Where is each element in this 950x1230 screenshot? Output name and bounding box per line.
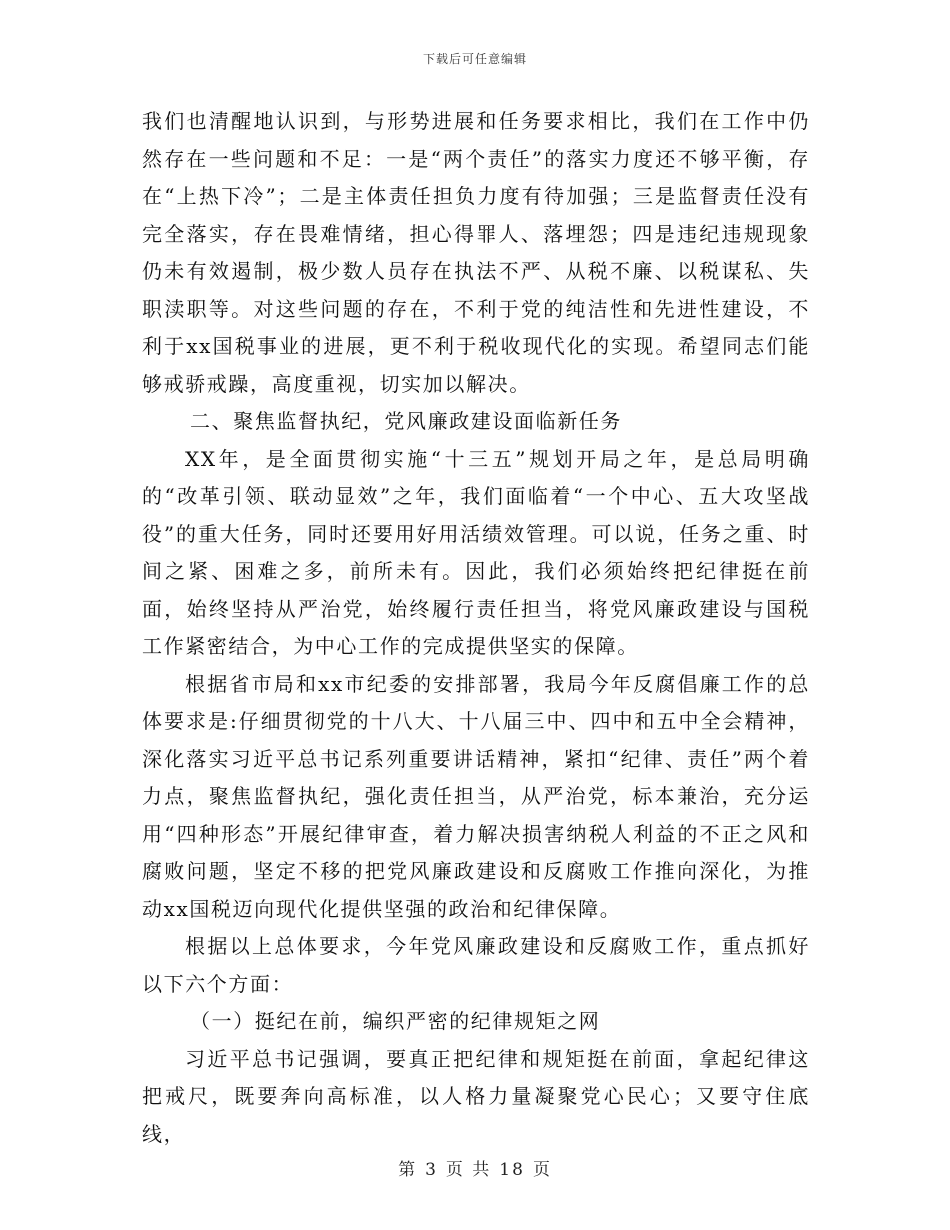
current-page-number: 3 — [425, 1160, 438, 1180]
subsection-heading-1: （一）挺纪在前，编织严密的纪律规矩之网 — [190, 1009, 601, 1033]
document-body — [142, 103, 810, 1153]
paragraph-tasks: XX年，是全面贯彻实施“十三五”规划开局之年，是总局明确的“改革引领、联动显效”之年，我们面临着“一个中心、五大攻坚战役”的重大任务，同时还要用好用活绩效管理。可以说，任务之重、时间之紧、困难之多，前所未有。因此，我们必须始终把纪律挺在前面，始终坚持从严治党，始终履行责任担当，将党风廉政建设与国税工作紧密结合，为中心工作的完成提供坚实的保障。 — [142, 446, 810, 658]
page-header: 下载后可任意编辑 — [422, 52, 527, 66]
footer-suffix: 页 — [532, 1160, 552, 1180]
footer-prefix: 第 — [398, 1160, 418, 1180]
total-page-count: 18 — [499, 1160, 525, 1180]
paragraph-problems: 我们也清醒地认识到，与形势进展和任务要求相比，我们在工作中仍然存在一些问题和不足：一是“两个责任”的落实力度还不够平衡，存在“上热下冷”；二是主体责任担负力度有待加强；三是监督责任没有完全落实，存在畏难情绪，担心得罪人、落埋怨；四是违纪违规现象仍未有效遏制，极少数人员存在执法不严、从税不廉、以税谋私、失职渎职等。对这些问题的存在，不利于党的纯洁性和先进性建设，不利于xx国税事业的进展，更不利于税收现代化的实现。希望同志们能够戒骄戒躁，高度重视，切实加以解决。 — [142, 109, 810, 396]
paragraph-requirements: 根据省市局和xx市纪委的安排部署，我局今年反腐倡廉工作的总体要求是:仔细贯彻党的十八大、十八届三中、四中和五中全会精神，深化落实习近平总书记系列重要讲话精神，紧扣“纪律、责任”两个着力点，聚焦监督执纪，强化责任担当，从严治党，标本兼治，充分运用“四种形态”开展纪律审查，着力解决损害纳税人利益的不正之风和腐败问题，坚定不移的把党风廉政建设和反腐败工作推向深化，为推动xx国税迈向现代化提供坚强的政治和纪律保障。 — [142, 671, 810, 921]
paragraph-six-aspects: 根据以上总体要求，今年党风廉政建设和反腐败工作，重点抓好以下六个方面： — [142, 934, 810, 996]
section-heading-2: 二、聚焦监督执纪，党风廉政建设面临新任务 — [190, 409, 622, 433]
footer-middle: 页 共 — [445, 1160, 492, 1180]
paragraph-discipline: 习近平总书记强调，要真正把纪律和规矩挺在前面，拿起纪律这把戒尺，既要奔向高标准，以人格力量凝聚党心民心；又要守住底线， — [142, 1046, 810, 1146]
page-footer — [0, 1155, 950, 1180]
